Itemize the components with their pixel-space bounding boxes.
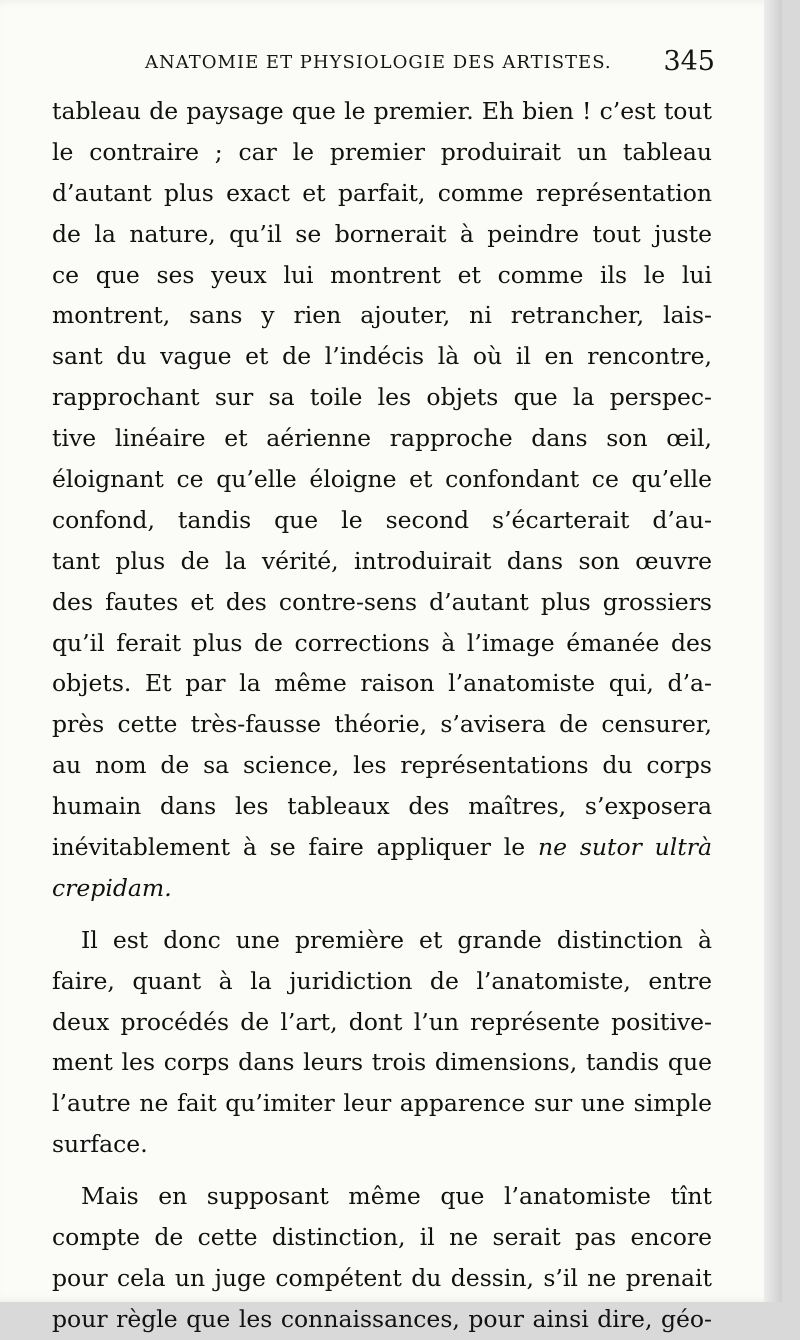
- text-line: tant plus de la vérité, introduirait dans son œuvre: [52, 546, 712, 575]
- text-line: d’autant plus exact et parfait, comme représentation: [52, 178, 712, 207]
- text-line: pour cela un juge compétent du dessin, s’il ne prenait: [52, 1263, 712, 1292]
- text-line: le contraire ; car le premier produirait un tableau: [52, 137, 712, 166]
- paragraph-first-line: Mais en supposant même que l’anatomiste tînt: [81, 1182, 712, 1211]
- text-line: de la nature, qu’il se bornerait à peindre tout juste: [52, 219, 712, 248]
- text-line: tive linéaire et aérienne rapproche dans son œil,: [52, 424, 712, 453]
- latin-quote-end: crepidam.: [52, 873, 172, 902]
- running-title: ANATOMIE ET PHYSIOLOGIE DES ARTISTES.: [145, 52, 612, 73]
- paragraph-gap: [52, 1165, 712, 1176]
- text-line: faire, quant à la juridiction de l’anatomiste, entre: [52, 966, 712, 995]
- text-line: sant du vague et de l’indécis là où il en rencontre,: [52, 342, 712, 371]
- text-line: objets. Et par la même raison l’anatomiste qui, d’a-: [52, 669, 712, 698]
- line-plain-text: inévitablement à se faire appliquer le: [52, 833, 539, 862]
- page-edge-shadow: [764, 0, 782, 1302]
- text-line: qu’il ferait plus de corrections à l’image émanée des: [52, 628, 712, 657]
- text-line: ment les corps dans leurs trois dimensions, tandis que: [52, 1048, 712, 1077]
- text-line: tableau de paysage que le premier. Eh bien ! c’est tout: [52, 97, 712, 125]
- text-line: confond, tandis que le second s’écarterait d’au-: [52, 505, 712, 534]
- page-number: 345: [663, 46, 715, 77]
- text-line: rapprochant sur sa toile les objets que la perspec-: [52, 383, 712, 412]
- text-line: ce que ses yeux lui montrent et comme ils le lui: [52, 260, 712, 289]
- paragraph-first-line: Il est donc une première et grande distinction à: [81, 925, 712, 954]
- latin-quote: ne sutor ultrà: [538, 833, 713, 862]
- text-line: des fautes et des contre-sens d’autant plus grossiers: [52, 587, 712, 616]
- text-line: éloignant ce qu’elle éloigne et confondant ce qu’elle: [52, 465, 712, 494]
- text-line: pour règle que les connaissances, pour ainsi dire, géo-: [52, 1304, 712, 1333]
- text-line: montrent, sans y rien ajouter, ni retrancher, lais-: [52, 301, 712, 330]
- page-header: [145, 46, 715, 86]
- text-line: l’autre ne fait qu’imiter leur apparence sur une simple: [52, 1089, 712, 1118]
- text-line: compte de cette distinction, il ne serait pas encore: [52, 1223, 712, 1252]
- text-line-with-quote: [52, 827, 712, 868]
- paragraph-last-line: surface.: [52, 1130, 148, 1159]
- paragraph-gap: [52, 909, 712, 920]
- text-line: au nom de sa science, les représentations du corps: [52, 751, 712, 780]
- body-text: [52, 91, 712, 1340]
- text-line: près cette très-fausse théorie, s’avisera de censurer,: [52, 710, 712, 739]
- text-line: humain dans les tableaux des maîtres, s’exposera: [52, 792, 712, 821]
- text-line: deux procédés de l’art, dont l’un représente positive-: [52, 1007, 712, 1036]
